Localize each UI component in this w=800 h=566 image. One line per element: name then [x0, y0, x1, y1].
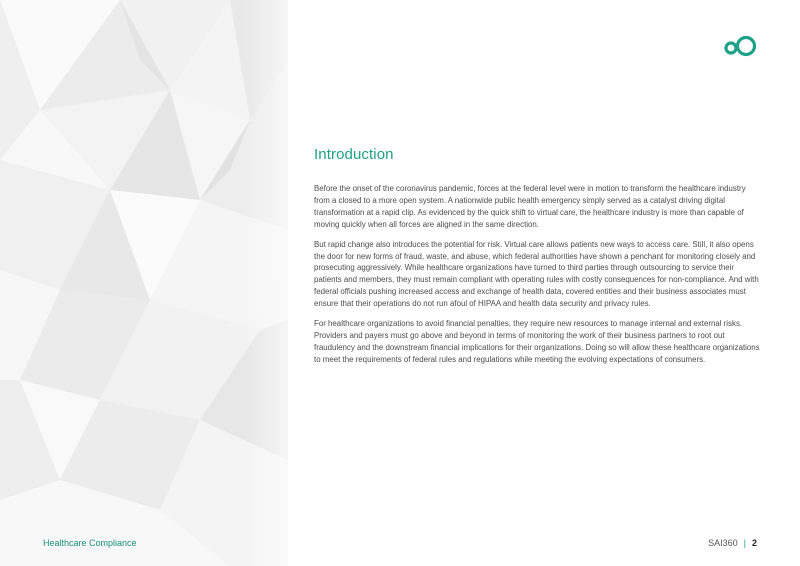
paragraph: For healthcare organizations to avoid financial penalties, they require new resources to manage internal and external risks. Providers and payers must go above and beyond in terms of monitoring the work of their business partners to root out fraudulency and the downstream financial implications for their organizations. Doing so will allow these healthcare organizations to meet the requirements of federal rules and regulations while meeting the evolving expectations of consumers. — [314, 319, 760, 364]
page-number: 2 — [751, 538, 757, 548]
decorative-polygon-background — [0, 0, 288, 566]
footer-brand: SAI360 — [708, 538, 738, 548]
main-content — [314, 146, 760, 374]
infinity-loop-icon — [722, 34, 758, 58]
footer-separator: | — [743, 538, 746, 548]
paragraph: Before the onset of the coronavirus pandemic, forces at the federal level were in motion to transform the healthcare industry from a closed to a more open system. A nationwide public health emergency simply served as a catalyst driving digital transformation at a rapid clip. As evidenced by the quick shift to virtual care, the healthcare industry is more than capable of moving quickly when all forces are aligned in the same direction. — [314, 184, 746, 229]
footer-page-info — [708, 538, 757, 548]
paragraph: But rapid change also introduces the potential for risk. Virtual care allows patients new ways to access care. Still, it also opens the door for new forms of fraud, waste, and abuse, which federal authorities have shown a penchant for monitoring closely and prosecuting aggressively. While healthcare organizations have turned to third parties through outsourcing to service their patients and members, they must remain compliant with operating rules with costly consequences for non-compliance. And with federal officials pushing increased access and exchange of health data, covered entities and their business associates must ensure that their operations do not run afoul of HIPAA and health data security and privacy rules. — [314, 239, 759, 309]
footer-section-title: Healthcare Compliance — [43, 538, 137, 548]
page-title: Introduction — [314, 146, 394, 163]
